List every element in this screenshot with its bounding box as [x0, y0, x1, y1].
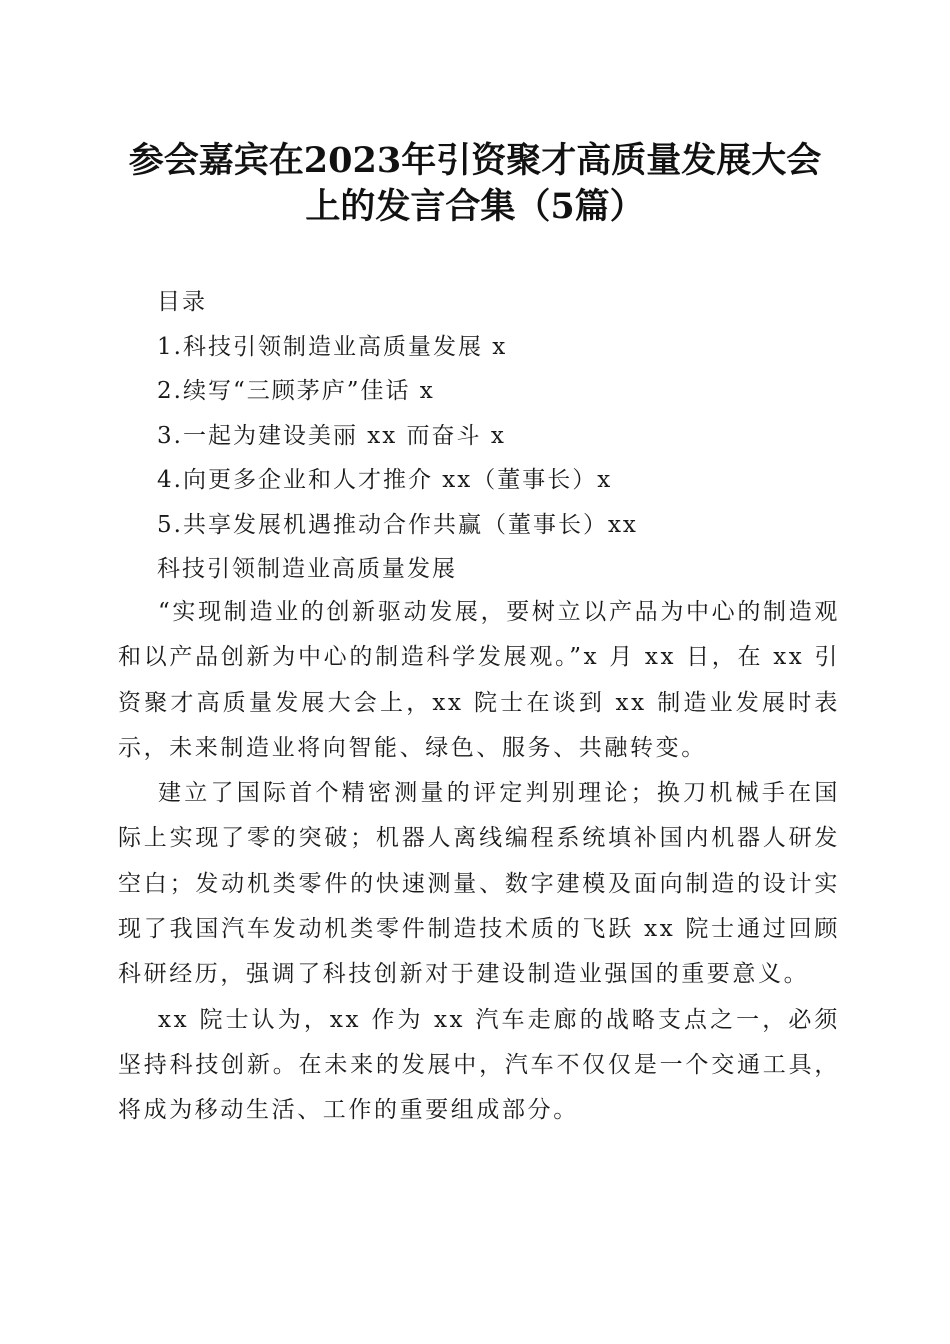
title-line-1: 参会嘉宾在2023年引资聚才高质量发展大会: [128, 140, 822, 181]
paragraph-2: 建立了国际首个精密测量的评定判别理论；换刀机械手在国际上实现了零的突破；机器人离线编程系统填补国内机器人研发空白；发动机类零件的快速测量、数字建模及面向制造的设计实现了我国汽车发动机类零件制造技术质的飞跃 xx 院士通过回顾科研经历，强调了科技创新对于建设制造业强国的重要意义。: [118, 780, 840, 988]
document-title: [110, 138, 840, 230]
toc-heading: 目录: [157, 289, 207, 315]
toc-item-3: 3.一起为建设美丽 xx 而奋斗 x: [157, 422, 506, 449]
title-line-2: 上的发言合集（5篇）: [305, 186, 645, 227]
paragraph-3: xx 院士认为，xx 作为 xx 汽车走廊的战略支点之一，必须坚持科技创新。在未来的发展中，汽车不仅仅是一个交通工具，将成为移动生活、工作的重要组成部分。: [118, 1006, 840, 1124]
table-of-contents: [157, 280, 857, 592]
paragraph-1: “实现制造业的创新驱动发展，要树立以产品为中心的制造观和以产品创新为中心的制造科学发展观。”x 月 xx 日，在 xx 引资聚才高质量发展大会上，xx 院士在谈到 xx 制造业发展时表示，未来制造业将向智能、绿色、服务、共融转变。: [118, 599, 840, 761]
toc-item-5: 5.共享发展机遇推动合作共赢（董事长）xx: [157, 511, 638, 538]
toc-item-2: 2.续写“三顾茅庐”佳话 x: [157, 378, 435, 404]
toc-item-1: 1.科技引领制造业高质量发展 x: [157, 333, 508, 360]
toc-item-4: 4.向更多企业和人才推介 xx（董事长）x: [157, 467, 613, 493]
article-body: [118, 590, 840, 1134]
section-heading: 科技引领制造业高质量发展: [157, 556, 457, 582]
